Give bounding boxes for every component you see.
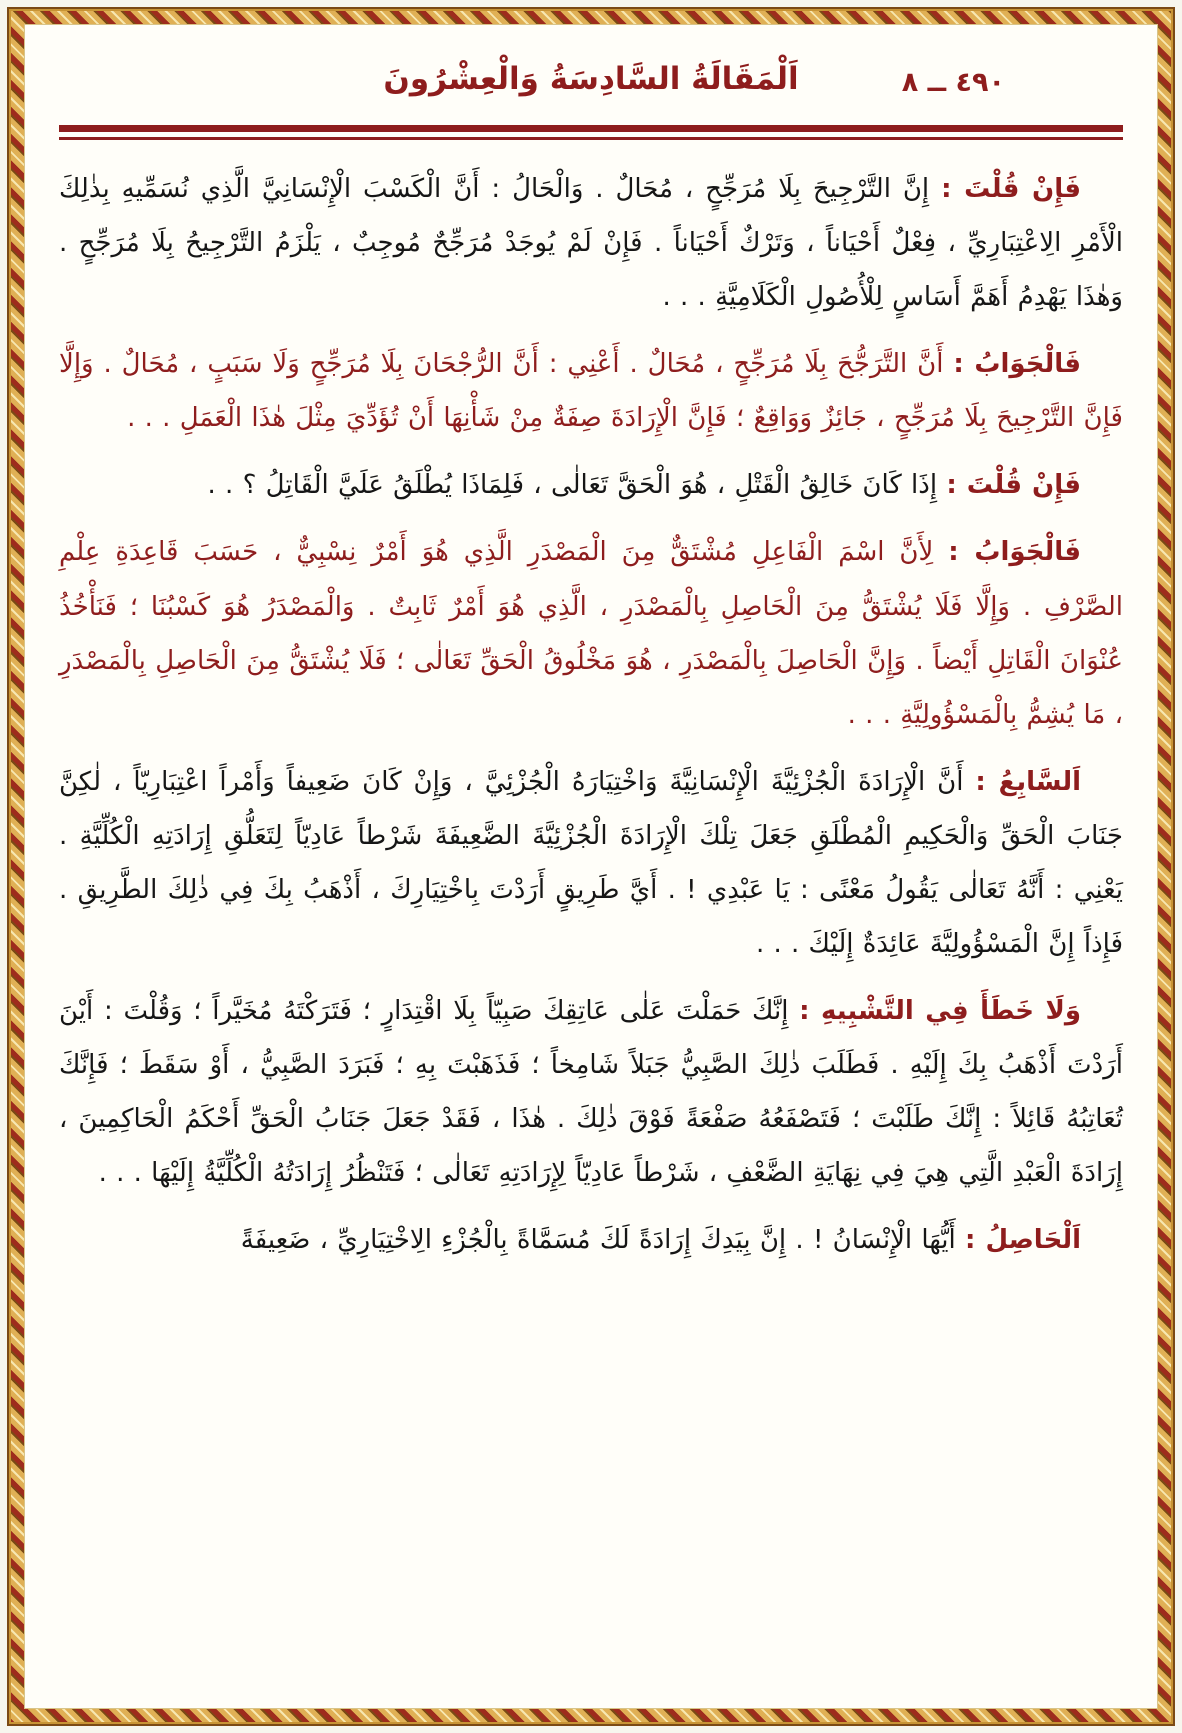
- page-title: اَلْمَقَالَةُ السَّادِسَةُ وَالْعِشْرُونَ: [383, 61, 799, 97]
- page-inner: [25, 25, 1157, 1708]
- paragraph-seventh-point: [59, 755, 1123, 971]
- paragraph-conclusion: [59, 1213, 1123, 1267]
- paragraph-body: أَنَّ التَّرَجُّحَ بِلَا مُرَجِّحٍ ، مُحَالٌ . أَعْنِي : أَنَّ الرُّجْحَانَ بِلَا مُرَجِّحٍ وَلَا سَبَبٍ ، مُحَالٌ . وَإِلَّا فَإِنَّ التَّرْجِيحَ بِلَا مُرَجِّحٍ ، جَائِزٌ وَوَاقِعٌ ؛ فَإِنَّ الْإِرَادَةَ صِفَةٌ مِنْ شَأْنِهَا أَنْ تُؤَدِّيَ مِثْلَ هٰذَا الْعَمَلِ . . .: [59, 349, 1123, 434]
- paragraph-lead: فَإِنْ قُلْتَ :: [946, 470, 1081, 501]
- paragraph-lead: فَإِنْ قُلْتَ :: [941, 174, 1082, 204]
- page-content: [25, 25, 1157, 1708]
- paragraph-body: إِنَّ التَّرْجِيحَ بِلَا مُرَجِّحٍ ، مُحَالٌ . وَالْحَالُ : أَنَّ الْكَسْبَ الْإِنْسَانِيَّ الَّذِي نُسَمِّيهِ بِذٰلِكَ الْأَمْرِ الِاعْتِبَارِيِّ ، فِعْلٌ أَحْيَاناً ، وَتَرْكٌ أَحْيَاناً . فَإِنْ لَمْ يُوجَدْ مُرَجِّحٌ مُوجِبٌ ، يَلْزَمُ التَّرْجِيحُ بِلَا مُرَجِّحٍ . وَهٰذَا يَهْدِمُ أَهَمَّ أَسَاسٍ لِلْأُصُولِ الْكَلَامِيَّةِ . . .: [59, 174, 1123, 313]
- header-divider: [59, 125, 1123, 140]
- paragraph-body: لِأَنَّ اسْمَ الْفَاعِلِ مُشْتَقٌّ مِنَ الْمَصْدَرِ الَّذِي هُوَ أَمْرٌ نِسْبِيٌّ ، حَسَبَ قَاعِدَةِ عِلْمِ الصَّرْفِ . وَإِلَّا فَلَا يُشْتَقُّ مِنَ الْحَاصِلِ بِالْمَصْدَرِ ، الَّذِي هُوَ أَمْرٌ ثَابِتٌ . وَالْمَصْدَرُ هُوَ كَسْبُنَا ؛ فَنَأْخُذُ عُنْوَانَ الْقَاتِلِ أَيْضاً . وَإِنَّ الْحَاصِلَ بِالْمَصْدَرِ ، هُوَ مَخْلُوقُ الْحَقِّ تَعَالٰى ؛ فَلَا يُشْتَقُّ مِنَ الْحَاصِلِ بِالْمَصْدَرِ ، مَا يُشِمُّ بِالْمَسْؤُولِيَّةِ . . .: [59, 537, 1123, 730]
- paragraph-lead: اَلْحَاصِلُ :: [965, 1225, 1081, 1256]
- paragraph-question-1: [59, 162, 1123, 324]
- paragraph-lead: فَالْجَوَابُ :: [953, 349, 1082, 380]
- page-number: ٤٩٠ ــ ٨: [901, 67, 1005, 98]
- body-text: [59, 162, 1123, 1267]
- paragraph-body: إِنَّكَ حَمَلْتَ عَلٰى عَاتِقِكَ صَبِيّاً بِلَا اقْتِدَارٍ ؛ فَتَرَكْتَهُ مُخَيَّراً ؛ وَقُلْتَ : أَيْنَ أَرَدْتَ أَذْهَبُ بِكَ إِلَيْهِ . فَطَلَبَ ذٰلِكَ الصَّبِيُّ جَبَلاً شَامِخاً ؛ فَذَهَبْتَ بِهِ ؛ فَبَرَدَ الصَّبِيُّ ، أَوْ سَقَطَ ؛ فَإِنَّكَ تُعَاتِبُهُ قَائِلاً : إِنَّكَ طَلَبْتَ ؛ فَتَصْفَعُهُ صَفْعَةً فَوْقَ ذٰلِكَ . هٰذَا ، فَقَدْ جَعَلَ جَنَابُ الْحَقِّ أَحْكَمُ الْحَاكِمِينَ ، إِرَادَةَ الْعَبْدِ الَّتِي هِيَ فِي نِهَايَةِ الضَّعْفِ ، شَرْطاً عَادِيّاً لِإِرَادَتِهِ تَعَالٰى ؛ فَتَنْظُرُ إِرَادَتُهُ الْكُلِّيَّةُ إِلَيْهَا . . .: [59, 996, 1123, 1189]
- paragraph-answer-2: [59, 525, 1123, 741]
- paragraph-answer-1: [59, 337, 1123, 445]
- paragraph-body: إِذَا كَانَ خَالِقُ الْقَتْلِ ، هُوَ الْحَقَّ تَعَالٰى ، فَلِمَاذَا يُطْلَقُ عَلَيَّ الْقَاتِلُ ؟ . .: [207, 470, 938, 501]
- paragraph-body: أَنَّ الْإِرَادَةَ الْجُزْئِيَّةَ الْإِنْسَانِيَّةَ وَاخْتِيَارَهُ الْجُزْئِيَّ ، وَإِنْ كَانَ ضَعِيفاً وَأَمْراً اعْتِبَارِيّاً ، لٰكِنَّ جَنَابَ الْحَقِّ وَالْحَكِيمِ الْمُطْلَقِ جَعَلَ تِلْكَ الْإِرَادَةَ الْجُزْئِيَّةَ الضَّعِيفَةَ شَرْطاً عَادِيّاً لِتَعَلُّقِ إِرَادَتِهِ الْكُلِّيَّةِ . يَعْنِي : أَنَّهُ تَعَالٰى يَقُولُ مَعْنًى : يَا عَبْدِي ! . أَيَّ طَرِيقٍ أَرَدْتَ بِاخْتِيَارِكَ ، أَذْهَبُ بِكَ فِي ذٰلِكَ الطَّرِيقِ . فَإِذاً إِنَّ الْمَسْؤُولِيَّةَ عَائِدَةٌ إِلَيْكَ . . .: [59, 766, 1123, 960]
- paragraph-lead: وَلَا خَطَأَ فِي التَّشْبِيهِ :: [799, 996, 1081, 1027]
- page-header: [59, 61, 1123, 113]
- paragraph-body: أَيُّهَا الْإِنْسَانُ ! . إِنَّ بِيَدِكَ إِرَادَةً لَكَ مُسَمَّاةً بِالْجُزْءِ الِاخْتِيَارِيِّ ، ضَعِيفَةً: [240, 1225, 956, 1256]
- paragraph-analogy: [59, 984, 1123, 1200]
- paragraph-lead: اَلسَّابِعُ :: [975, 766, 1081, 797]
- paragraph-lead: فَالْجَوَابُ :: [948, 537, 1082, 568]
- paragraph-question-2: [59, 458, 1123, 512]
